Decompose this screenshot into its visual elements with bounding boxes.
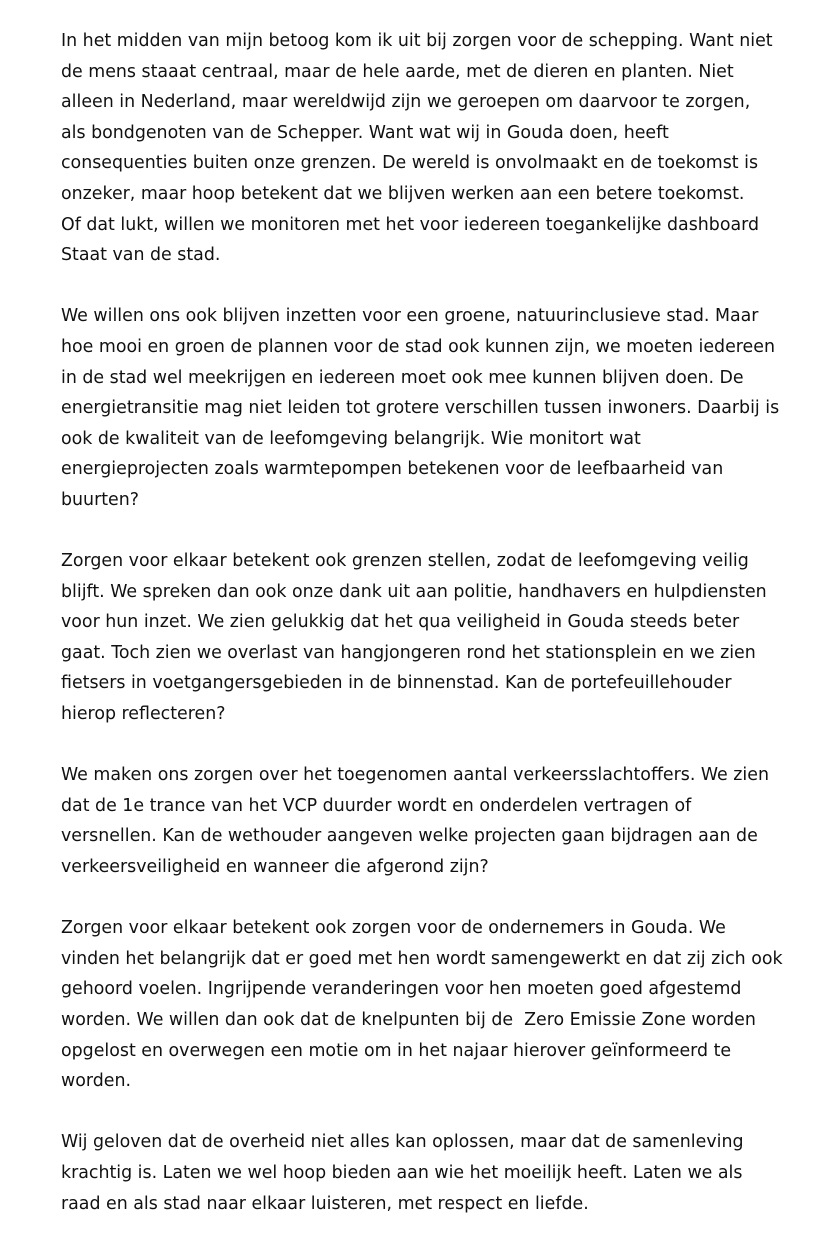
text-line: In het midden van mijn betoog kom ik uit bij zorgen voor de schepping. Want niet	[61, 31, 773, 51]
text-line: alleen in Nederland, maar wereldwijd zijn we geroepen om daarvoor te zorgen,	[61, 92, 751, 113]
text-line: hoe mooi en groen de plannen voor de stad ook kunnen zijn, we moeten iedereen	[61, 336, 775, 357]
paragraph-samenleving	[61, 1127, 801, 1219]
text-line: raad en als stad naar elkaar luisteren, met respect en liefde.	[61, 1193, 589, 1214]
text-line: ook de kwaliteit van de leefomgeving belangrijk. Wie monitort wat	[61, 428, 641, 449]
paragraph-ondernemers	[61, 913, 801, 1097]
text-line: onzeker, maar hoop betekent dat we blijven werken aan een betere toekomst.	[61, 183, 745, 204]
text-line: energietransitie mag niet leiden tot grotere verschillen tussen inwoners. Daarbij is	[61, 398, 780, 419]
text-line: Staat van de stad.	[61, 245, 221, 266]
text-line: dat de 1e trance van het VCP duurder wordt en onderdelen vertragen of	[61, 795, 692, 816]
paragraph-schepping	[61, 26, 801, 271]
text-line: gehoord voelen. Ingrijpende veranderingen voor hen moeten goed afgestemd	[61, 979, 742, 1000]
text-line: Wij geloven dat de overheid niet alles kan oplossen, maar dat de samenleving	[61, 1132, 744, 1153]
text-line: in de stad wel meekrijgen en iedereen moet ook mee kunnen blijven doen. De	[61, 367, 744, 388]
text-line: buurten?	[61, 489, 140, 510]
text-line: hierop reflecteren?	[61, 704, 226, 725]
text-line: fietsers in voetgangersgebieden in de binnenstad. Kan de portefeuillehouder	[61, 673, 732, 694]
text-line: vinden het belangrijk dat er goed met hen wordt samengewerkt en dat zij zich ook	[61, 948, 783, 969]
text-line: blijft. We spreken dan ook onze dank uit aan politie, handhavers en hulpdiensten	[61, 581, 767, 602]
text-line: worden. We willen dan ook dat de knelpunten bij de Zero Emissie Zone worden	[61, 1010, 756, 1030]
text-line: We maken ons zorgen over het toegenomen aantal verkeersslachtoffers. We zien	[61, 765, 769, 786]
paragraph-verkeer	[61, 760, 801, 882]
text-line: gaat. Toch zien we overlast van hangjongeren rond het stationsplein en we zien	[61, 642, 756, 663]
text-line: Of dat lukt, willen we monitoren met het voor iedereen toegankelijke dashboard	[61, 214, 759, 235]
text-line: voor hun inzet. We zien gelukkig dat het qua veiligheid in Gouda steeds beter	[61, 612, 740, 633]
text-line: krachtig is. Laten we wel hoop bieden aan wie het moeilijk heeft. Laten we als	[61, 1162, 743, 1183]
text-line: Zorgen voor elkaar betekent ook zorgen voor de ondernemers in Gouda. We	[61, 918, 726, 939]
text-line: opgelost en overwegen een motie om in het najaar hierover geïnformeerd te	[61, 1040, 732, 1061]
paragraph-groene-stad	[61, 301, 801, 515]
text-line: de mens staaat centraal, maar de hele aarde, met de dieren en planten. Niet	[61, 61, 734, 82]
text-line: energieprojecten zoals warmtepompen betekenen voor de leefbaarheid van	[61, 459, 724, 480]
text-line: verkeersveiligheid en wanneer die afgerond zijn?	[61, 857, 489, 878]
text-line: als bondgenoten van de Schepper. Want wat wij in Gouda doen, heeft	[61, 122, 669, 143]
text-line: We willen ons ook blijven inzetten voor een groene, natuurinclusieve stad. Maar	[61, 306, 759, 327]
document-page	[61, 26, 801, 1250]
text-line: Zorgen voor elkaar betekent ook grenzen stellen, zodat de leefomgeving veilig	[61, 551, 749, 572]
text-line: worden.	[61, 1071, 131, 1092]
text-line: versnellen. Kan de wethouder aangeven welke projecten gaan bijdragen aan de	[61, 826, 758, 847]
text-line: consequenties buiten onze grenzen. De wereld is onvolmaakt en de toekomst is	[61, 153, 759, 174]
paragraph-veiligheid	[61, 546, 801, 730]
